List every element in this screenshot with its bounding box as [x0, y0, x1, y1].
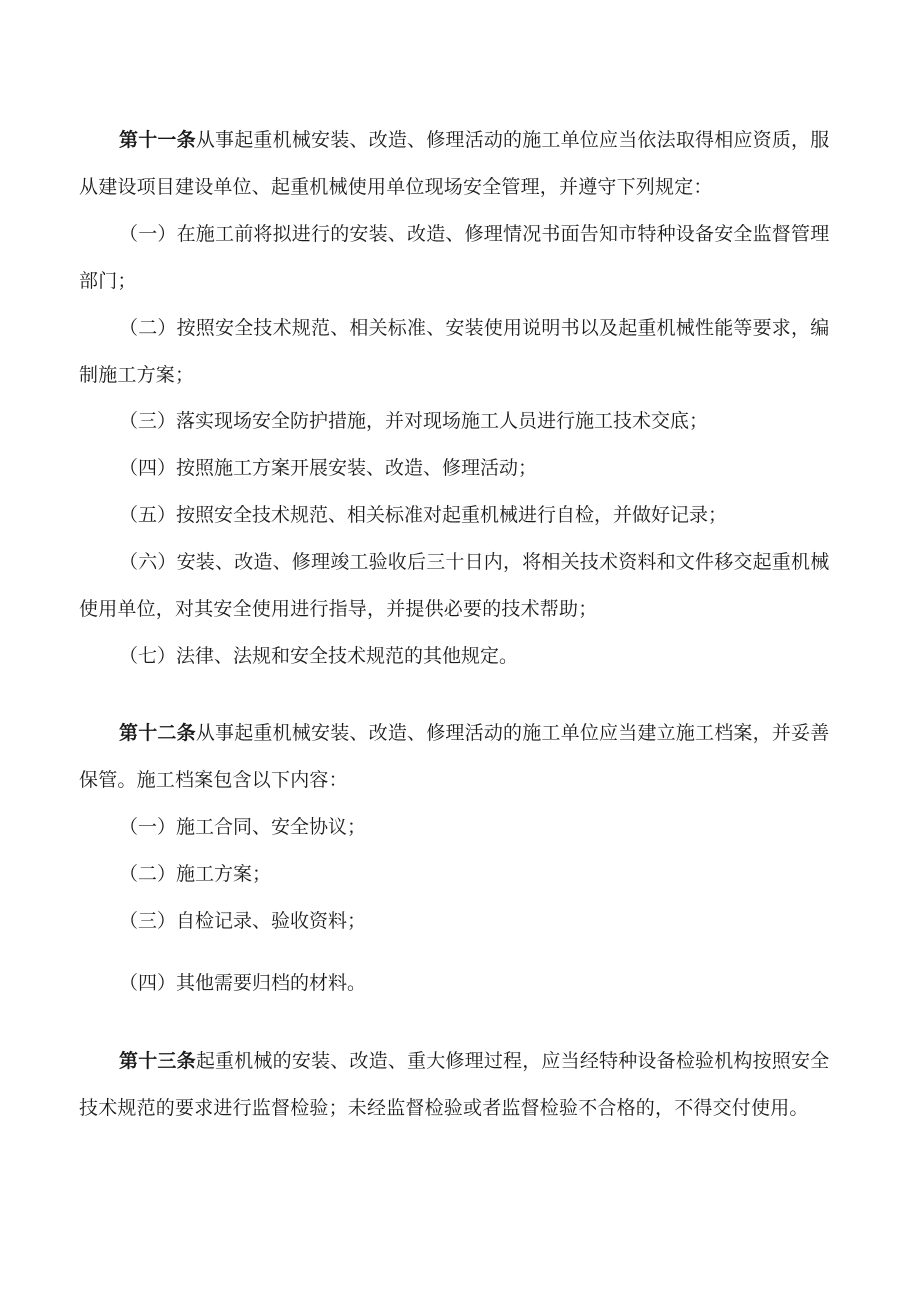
article-12-item-2: （二）施工方案；	[119, 863, 272, 885]
article-11-intro	[79, 117, 841, 211]
article-11-body: 从事起重机械安装、改造、修理活动的施工单位应当依法取得相应资质，服从建设项目建设单位、起重机械使用单位现场安全管理，并遵守下列规定：	[79, 129, 830, 198]
article-11-item-3: （三）落实现场安全防护措施，并对现场施工人员进行施工技术交底；	[119, 410, 709, 432]
article-13-intro	[79, 1038, 841, 1132]
article-11-item-4: （四）按照施工方案开展安装、改造、修理活动；	[119, 457, 538, 479]
article-11-item-7: （七）法律、法规和安全技术规范的其他规定。	[119, 645, 519, 667]
article-11-item-6: （六）安装、改造、修理竣工验收后三十日内，将相关技术资料和文件移交起重机械使用单位，对其安全使用进行指导，并提供必要的技术帮助；	[79, 551, 830, 620]
article-12-intro	[79, 710, 841, 804]
article-11-item-2: （二）按照安全技术规范、相关标准、安装使用说明书以及起重机械性能等要求，编制施工方案；	[79, 317, 830, 386]
article-12-item-3: （三）自检记录、验收资料；	[119, 910, 367, 932]
article-11-item-1: （一）在施工前将拟进行的安装、改造、修理情况书面告知市特种设备安全监督管理部门；	[79, 223, 830, 292]
article-11-item-5: （五）按照安全技术规范、相关标准对起重机械进行自检，并做好记录；	[119, 504, 728, 526]
article-12-heading: 第十二条	[119, 722, 196, 744]
article-11-heading: 第十一条	[119, 129, 196, 151]
article-12-body: 从事起重机械安装、改造、修理活动的施工单位应当建立施工档案，并妥善保管。施工档案包含以下内容：	[79, 722, 830, 791]
article-12-item-4: （四）其他需要归档的材料。	[119, 972, 367, 994]
article-13-heading: 第十三条	[119, 1050, 196, 1072]
article-13-body: 起重机械的安装、改造、重大修理过程，应当经特种设备检验机构按照安全技术规范的要求进行监督检验；未经监督检验或者监督检验不合格的，不得交付使用。	[79, 1050, 830, 1119]
article-12-item-1: （一）施工合同、安全协议；	[119, 816, 367, 838]
